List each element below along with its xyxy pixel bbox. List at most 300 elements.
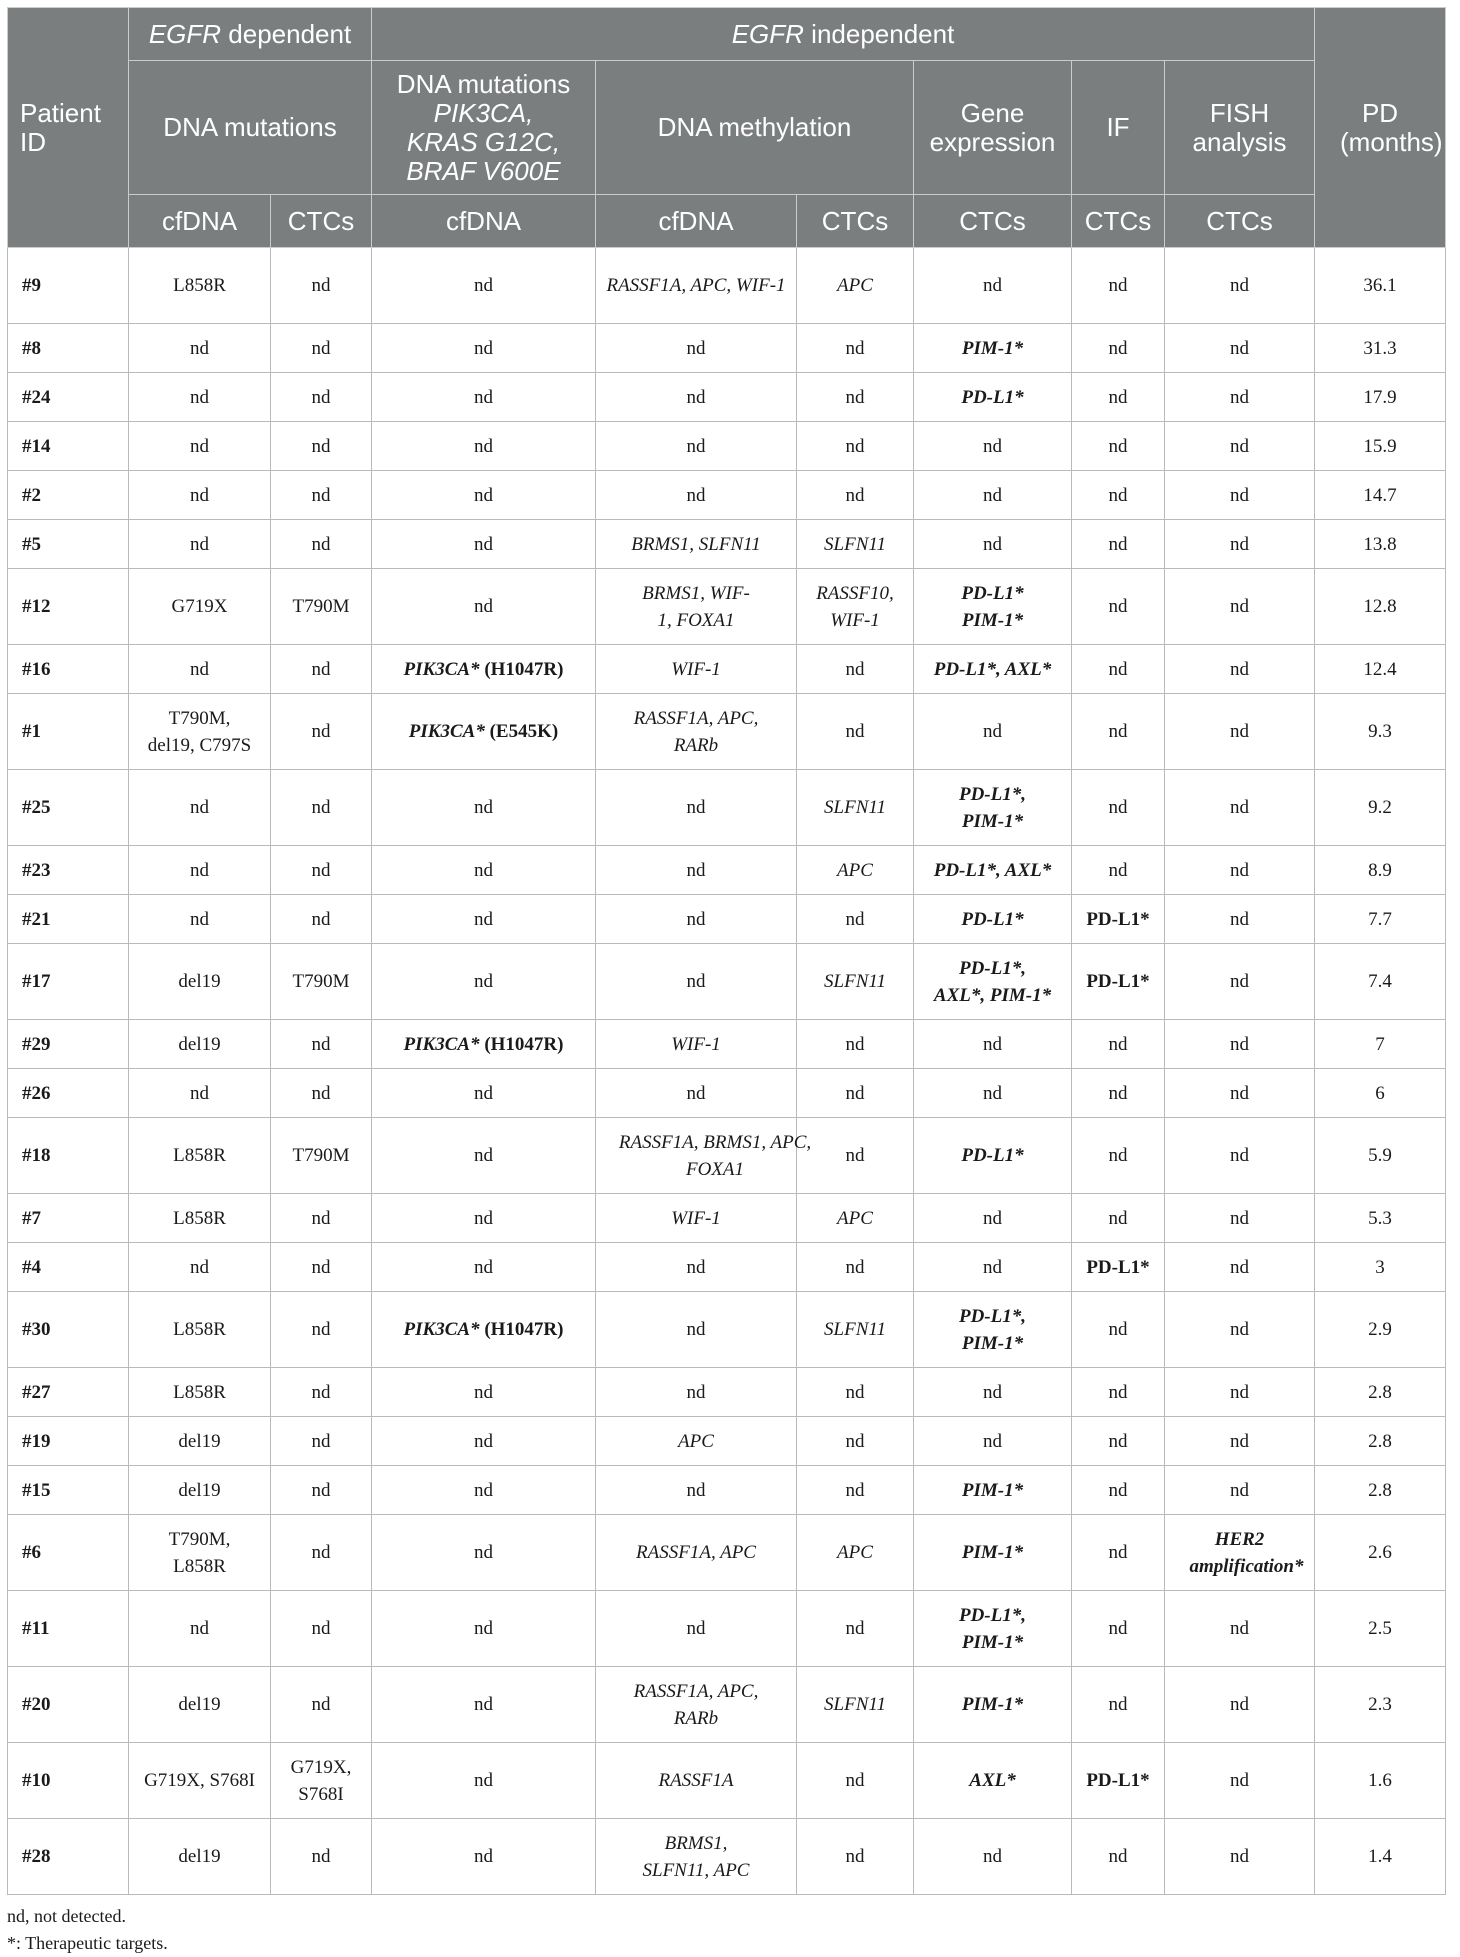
- subheader-cfdna: cfDNA: [372, 195, 596, 248]
- table-cell: SLFN11: [797, 944, 914, 1020]
- table-cell: nd: [271, 770, 372, 846]
- table-cell: nd: [596, 1069, 797, 1118]
- table-cell: nd: [1072, 373, 1165, 422]
- table-cell: del19: [129, 1020, 271, 1069]
- table-cell: [914, 569, 1072, 645]
- table-cell: nd: [271, 1819, 372, 1895]
- table-cell: nd: [129, 1243, 271, 1292]
- table-cell: T790M: [271, 569, 372, 645]
- table-cell: nd: [1165, 770, 1315, 846]
- table-row: [8, 1667, 1446, 1743]
- table-cell: T790M: [271, 1118, 372, 1194]
- cell-text: BRMS1, WIF-1, FOXA1: [642, 582, 750, 631]
- cell-text: PD-L1*, PIM-1*: [958, 1604, 1026, 1653]
- cell-patient-id: #25: [8, 770, 129, 846]
- table-row: [8, 1243, 1446, 1292]
- table-cell: PIK3CA* (H1047R): [372, 1020, 596, 1069]
- table-cell: nd: [1165, 422, 1315, 471]
- table-cell: nd: [1165, 1591, 1315, 1667]
- table-cell: PD-L1*, AXL*: [914, 645, 1072, 694]
- cell-pd-months: 5.3: [1315, 1194, 1446, 1243]
- table-cell: [1165, 1515, 1315, 1591]
- table-cell: nd: [797, 1819, 914, 1895]
- table-cell: AXL*: [914, 1743, 1072, 1819]
- table-cell: nd: [914, 1194, 1072, 1243]
- table-cell: nd: [797, 645, 914, 694]
- cell-pd-months: 7.7: [1315, 895, 1446, 944]
- subheader-ctcs: CTCs: [271, 195, 372, 248]
- header-egfr-independent: EGFR independent: [372, 8, 1315, 61]
- table-cell: nd: [1072, 520, 1165, 569]
- table-cell: nd: [797, 895, 914, 944]
- cell-patient-id: #19: [8, 1417, 129, 1466]
- table-cell: nd: [914, 520, 1072, 569]
- table-cell: nd: [1165, 694, 1315, 770]
- table-cell: nd: [1165, 1292, 1315, 1368]
- table-cell: nd: [1165, 520, 1315, 569]
- cell-pd-months: 2.8: [1315, 1368, 1446, 1417]
- table-row: [8, 1591, 1446, 1667]
- table-cell: nd: [271, 1466, 372, 1515]
- table-row: [8, 1292, 1446, 1368]
- table-cell: nd: [914, 422, 1072, 471]
- table-cell: nd: [271, 1292, 372, 1368]
- table-cell: nd: [372, 471, 596, 520]
- table-cell: del19: [129, 1819, 271, 1895]
- table-cell: nd: [372, 1118, 596, 1194]
- table-footnotes: [7, 1903, 1445, 1957]
- table-cell: nd: [372, 1515, 596, 1591]
- table-cell: nd: [1165, 1069, 1315, 1118]
- table-cell: nd: [271, 248, 372, 324]
- table-row: [8, 1515, 1446, 1591]
- cell-text: RASSF1A, BRMS1, APC, FOXA1: [618, 1131, 812, 1180]
- table-cell: nd: [914, 471, 1072, 520]
- table-cell: nd: [129, 895, 271, 944]
- table-cell: nd: [596, 422, 797, 471]
- table-cell: nd: [1165, 248, 1315, 324]
- table-cell: PIM-1*: [914, 324, 1072, 373]
- table-cell: APC: [797, 846, 914, 895]
- table-row: [8, 1466, 1446, 1515]
- cell-text: T790M, L858R: [168, 1528, 231, 1577]
- table-row: [8, 846, 1446, 895]
- table-cell: nd: [271, 324, 372, 373]
- table-cell: WIF-1: [596, 1020, 797, 1069]
- table-cell: nd: [271, 645, 372, 694]
- cell-pd-months: 2.5: [1315, 1591, 1446, 1667]
- table-cell: nd: [1165, 895, 1315, 944]
- table-cell: WIF-1: [596, 645, 797, 694]
- cell-patient-id: #18: [8, 1118, 129, 1194]
- cell-pd-months: 7: [1315, 1020, 1446, 1069]
- table-cell: nd: [271, 1069, 372, 1118]
- table-cell: RASSF1A, APC: [596, 1515, 797, 1591]
- table-cell: nd: [1072, 770, 1165, 846]
- table-row: [8, 422, 1446, 471]
- table-cell: nd: [1165, 645, 1315, 694]
- table-cell: PD-L1*: [1072, 1243, 1165, 1292]
- table-cell: PD-L1*: [1072, 895, 1165, 944]
- table-cell: nd: [372, 1417, 596, 1466]
- table-cell: L858R: [129, 1194, 271, 1243]
- table-cell: nd: [372, 846, 596, 895]
- table-cell: APC: [596, 1417, 797, 1466]
- cell-pd-months: 1.4: [1315, 1819, 1446, 1895]
- table-cell: [596, 694, 797, 770]
- table-row: [8, 944, 1446, 1020]
- table-cell: nd: [1165, 569, 1315, 645]
- table-cell: nd: [1165, 1020, 1315, 1069]
- table-cell: nd: [1165, 1194, 1315, 1243]
- cell-patient-id: #6: [8, 1515, 129, 1591]
- footnote-nd: nd, not detected.: [7, 1906, 126, 1926]
- table-cell: [596, 1667, 797, 1743]
- table-cell: nd: [1072, 569, 1165, 645]
- table-row: [8, 1743, 1446, 1819]
- cell-patient-id: #29: [8, 1020, 129, 1069]
- cell-patient-id: #24: [8, 373, 129, 422]
- table-cell: nd: [372, 324, 596, 373]
- cell-patient-id: #11: [8, 1591, 129, 1667]
- cell-patient-id: #30: [8, 1292, 129, 1368]
- table-cell: nd: [271, 1020, 372, 1069]
- table-cell: APC: [797, 1194, 914, 1243]
- table-cell: nd: [372, 1243, 596, 1292]
- table-cell: nd: [1072, 1466, 1165, 1515]
- table-cell: PD-L1*, AXL*: [914, 846, 1072, 895]
- table-cell: nd: [1072, 1417, 1165, 1466]
- table-cell: [914, 1292, 1072, 1368]
- table-cell: [596, 1819, 797, 1895]
- table-cell: nd: [1072, 846, 1165, 895]
- cell-text: RASSF1A, APC, WIF-1: [606, 275, 786, 296]
- table-row: [8, 1069, 1446, 1118]
- table-cell: nd: [271, 1194, 372, 1243]
- subheader-ctcs: CTCs: [914, 195, 1072, 248]
- table-cell: nd: [914, 1020, 1072, 1069]
- table-cell: nd: [797, 1466, 914, 1515]
- footnote-therapeutic: *: Therapeutic targets.: [7, 1933, 168, 1953]
- table-cell: nd: [797, 422, 914, 471]
- table-cell: nd: [129, 770, 271, 846]
- table-cell: nd: [372, 569, 596, 645]
- table-cell: [596, 1118, 812, 1194]
- table-cell: G719X, S768I: [129, 1743, 271, 1819]
- header-dna-mutations: DNA mutations: [129, 61, 372, 195]
- table-cell: nd: [271, 895, 372, 944]
- cell-patient-id: #12: [8, 569, 129, 645]
- table-cell: APC: [797, 1515, 914, 1591]
- table-cell: nd: [271, 1417, 372, 1466]
- table-cell: nd: [1165, 471, 1315, 520]
- table-cell: nd: [1165, 1118, 1315, 1194]
- table-cell: nd: [372, 944, 596, 1020]
- table-cell: nd: [372, 770, 596, 846]
- table-cell: nd: [914, 1368, 1072, 1417]
- header-dna-mutations-panel: DNA mutations PIK3CA, KRAS G12C, BRAF V600E: [372, 61, 596, 195]
- table-cell: nd: [271, 1368, 372, 1417]
- table-cell: nd: [797, 324, 914, 373]
- table-cell: BRMS1, SLFN11: [596, 520, 797, 569]
- table-cell: nd: [372, 1743, 596, 1819]
- table-cell: nd: [914, 1819, 1072, 1895]
- table-cell: nd: [372, 1466, 596, 1515]
- table-cell: nd: [797, 1591, 914, 1667]
- cell-pd-months: 2.8: [1315, 1417, 1446, 1466]
- cell-patient-id: #4: [8, 1243, 129, 1292]
- table-cell: [797, 569, 914, 645]
- table-cell: PIK3CA* (H1047R): [372, 645, 596, 694]
- subheader-cfdna: cfDNA: [129, 195, 271, 248]
- table-row: [8, 1020, 1446, 1069]
- table-cell: nd: [1072, 1292, 1165, 1368]
- table-cell: nd: [129, 1591, 271, 1667]
- cell-pd-months: 31.3: [1315, 324, 1446, 373]
- cell-patient-id: #26: [8, 1069, 129, 1118]
- table-cell: nd: [271, 1591, 372, 1667]
- table-cell: nd: [1072, 694, 1165, 770]
- table-cell: L858R: [129, 1368, 271, 1417]
- table-cell: [596, 248, 797, 324]
- table-cell: del19: [129, 1466, 271, 1515]
- table-cell: nd: [914, 1243, 1072, 1292]
- table-cell: nd: [914, 1417, 1072, 1466]
- cell-pd-months: 2.8: [1315, 1466, 1446, 1515]
- table-cell: del19: [129, 1667, 271, 1743]
- cell-patient-id: #5: [8, 520, 129, 569]
- table-cell: PIM-1*: [914, 1515, 1072, 1591]
- cell-text: PD-L1*, AXL*, PIM-1*: [933, 957, 1052, 1006]
- table-cell: nd: [596, 471, 797, 520]
- table-cell: nd: [596, 1466, 797, 1515]
- table-cell: PIM-1*: [914, 1466, 1072, 1515]
- table-cell: nd: [914, 694, 1072, 770]
- header-patient-id: Patient ID: [8, 8, 129, 248]
- table-cell: [596, 569, 797, 645]
- table-cell: PD-L1*: [914, 373, 1072, 422]
- table-row: [8, 694, 1446, 770]
- table-cell: [914, 1591, 1072, 1667]
- table-cell: nd: [129, 471, 271, 520]
- table-cell: nd: [797, 1069, 914, 1118]
- table-cell: nd: [596, 1368, 797, 1417]
- table-cell: nd: [372, 248, 596, 324]
- table-row: [8, 1194, 1446, 1243]
- table-cell: nd: [271, 1515, 372, 1591]
- subheader-cfdna: cfDNA: [596, 195, 797, 248]
- cell-patient-id: #16: [8, 645, 129, 694]
- table-row: [8, 770, 1446, 846]
- table-header: [8, 8, 1446, 248]
- table-row: [8, 520, 1446, 569]
- cell-pd-months: 12.4: [1315, 645, 1446, 694]
- cell-text: PD-L1*, PIM-1*: [958, 1305, 1026, 1354]
- cell-pd-months: 9.2: [1315, 770, 1446, 846]
- cell-patient-id: #20: [8, 1667, 129, 1743]
- table-cell: nd: [914, 1069, 1072, 1118]
- table-row: [8, 373, 1446, 422]
- table-cell: nd: [1165, 1819, 1315, 1895]
- table-cell: nd: [596, 324, 797, 373]
- table-cell: nd: [797, 1020, 914, 1069]
- table-cell: SLFN11: [797, 520, 914, 569]
- cell-pd-months: 2.9: [1315, 1292, 1446, 1368]
- cell-pd-months: 13.8: [1315, 520, 1446, 569]
- cell-patient-id: #23: [8, 846, 129, 895]
- table-cell: nd: [1072, 1368, 1165, 1417]
- table-cell: nd: [797, 1368, 914, 1417]
- table-cell: nd: [797, 1243, 914, 1292]
- subheader-ctcs: CTCs: [1072, 195, 1165, 248]
- table-row: [8, 895, 1446, 944]
- header-dna-methylation: DNA methylation: [596, 61, 914, 195]
- patient-biomarker-table: [7, 7, 1446, 1895]
- table-cell: nd: [1072, 1515, 1165, 1591]
- table-cell: T790M: [271, 944, 372, 1020]
- table-cell: nd: [1165, 1743, 1315, 1819]
- cell-text: RASSF1A, APC, RARb: [633, 707, 759, 756]
- table-cell: nd: [596, 373, 797, 422]
- table-cell: nd: [596, 846, 797, 895]
- table-cell: nd: [1072, 422, 1165, 471]
- table-cell: SLFN11: [797, 1667, 914, 1743]
- cell-pd-months: 1.6: [1315, 1743, 1446, 1819]
- table-cell: L858R: [129, 1292, 271, 1368]
- table-cell: nd: [271, 1667, 372, 1743]
- cell-pd-months: 17.9: [1315, 373, 1446, 422]
- table-cell: [129, 1515, 271, 1591]
- table-cell: nd: [129, 520, 271, 569]
- table-row: [8, 569, 1446, 645]
- table-cell: nd: [1072, 1591, 1165, 1667]
- table-cell: nd: [129, 645, 271, 694]
- cell-text: RASSF10, WIF-1: [816, 582, 894, 631]
- cell-patient-id: #15: [8, 1466, 129, 1515]
- table-cell: nd: [271, 694, 372, 770]
- table-cell: nd: [271, 422, 372, 471]
- table-cell: L858R: [129, 248, 271, 324]
- header-if: IF: [1072, 61, 1165, 195]
- table-cell: L858R: [129, 1118, 271, 1194]
- header-fish: FISH analysis: [1165, 61, 1315, 195]
- table-cell: nd: [1072, 248, 1165, 324]
- cell-patient-id: #14: [8, 422, 129, 471]
- table-cell: nd: [797, 373, 914, 422]
- table-cell: nd: [372, 373, 596, 422]
- header-gene-expression: Gene expression: [914, 61, 1072, 195]
- table-cell: nd: [372, 520, 596, 569]
- table-cell: nd: [271, 1243, 372, 1292]
- cell-patient-id: #27: [8, 1368, 129, 1417]
- table-cell: nd: [1165, 1368, 1315, 1417]
- table-row: [8, 1368, 1446, 1417]
- table-cell: nd: [129, 373, 271, 422]
- table-cell: nd: [372, 1819, 596, 1895]
- table-cell: PD-L1*: [1072, 944, 1165, 1020]
- cell-text: G719X, S768I: [290, 1756, 352, 1805]
- cell-patient-id: #21: [8, 895, 129, 944]
- table-cell: [271, 1743, 372, 1819]
- table-cell: nd: [129, 422, 271, 471]
- table-row: [8, 1417, 1446, 1466]
- cell-pd-months: 3: [1315, 1243, 1446, 1292]
- header-egfr-dependent: EGFR dependent: [129, 8, 372, 61]
- table-row: [8, 248, 1446, 324]
- table-cell: nd: [1072, 1667, 1165, 1743]
- table-cell: nd: [596, 1243, 797, 1292]
- table-cell: PD-L1*: [914, 895, 1072, 944]
- table-cell: nd: [797, 1743, 914, 1819]
- table-cell: nd: [372, 1591, 596, 1667]
- table-cell: nd: [1072, 1118, 1165, 1194]
- cell-pd-months: 2.6: [1315, 1515, 1446, 1591]
- table-row: [8, 1118, 1446, 1194]
- cell-text: PD-L1*, PIM-1*: [958, 783, 1026, 832]
- table-cell: nd: [1165, 1417, 1315, 1466]
- table-cell: nd: [797, 1118, 914, 1194]
- cell-pd-months: 2.3: [1315, 1667, 1446, 1743]
- subheader-ctcs: CTCs: [797, 195, 914, 248]
- table-cell: nd: [1165, 846, 1315, 895]
- cell-pd-months: 7.4: [1315, 944, 1446, 1020]
- table-cell: nd: [372, 1194, 596, 1243]
- table-cell: nd: [1165, 1466, 1315, 1515]
- header-pd-months: PD (months): [1315, 8, 1446, 248]
- cell-pd-months: 12.8: [1315, 569, 1446, 645]
- cell-patient-id: #2: [8, 471, 129, 520]
- table-cell: nd: [1072, 1194, 1165, 1243]
- table-cell: nd: [596, 895, 797, 944]
- table-cell: nd: [914, 248, 1072, 324]
- table-cell: nd: [372, 422, 596, 471]
- table-cell: nd: [271, 373, 372, 422]
- table-cell: nd: [129, 1069, 271, 1118]
- table-cell: nd: [596, 1292, 797, 1368]
- cell-pd-months: 5.9: [1315, 1118, 1446, 1194]
- table-cell: nd: [1072, 1020, 1165, 1069]
- cell-text: T790M, del19, C797S: [147, 707, 252, 756]
- table-cell: PD-L1*: [1072, 1743, 1165, 1819]
- table-cell: PIK3CA* (E545K): [372, 694, 596, 770]
- table-cell: nd: [129, 846, 271, 895]
- cell-patient-id: #17: [8, 944, 129, 1020]
- table-cell: nd: [372, 895, 596, 944]
- table-cell: SLFN11: [797, 1292, 914, 1368]
- table-cell: nd: [372, 1368, 596, 1417]
- table-cell: nd: [596, 1591, 797, 1667]
- table-cell: nd: [1165, 1243, 1315, 1292]
- cell-patient-id: #8: [8, 324, 129, 373]
- table-cell: del19: [129, 1417, 271, 1466]
- table-cell: nd: [372, 1667, 596, 1743]
- cell-patient-id: #7: [8, 1194, 129, 1243]
- subheader-ctcs: CTCs: [1165, 195, 1315, 248]
- table-cell: nd: [1165, 1667, 1315, 1743]
- cell-pd-months: 9.3: [1315, 694, 1446, 770]
- table-cell: nd: [596, 770, 797, 846]
- table-cell: nd: [596, 944, 797, 1020]
- cell-patient-id: #9: [8, 248, 129, 324]
- table-cell: [129, 694, 271, 770]
- cell-text: PD-L1* PIM-1*: [961, 582, 1024, 631]
- table-row: [8, 324, 1446, 373]
- table-cell: del19: [129, 944, 271, 1020]
- table-row: [8, 645, 1446, 694]
- cell-pd-months: 8.9: [1315, 846, 1446, 895]
- table-cell: nd: [1072, 324, 1165, 373]
- table-row: [8, 1819, 1446, 1895]
